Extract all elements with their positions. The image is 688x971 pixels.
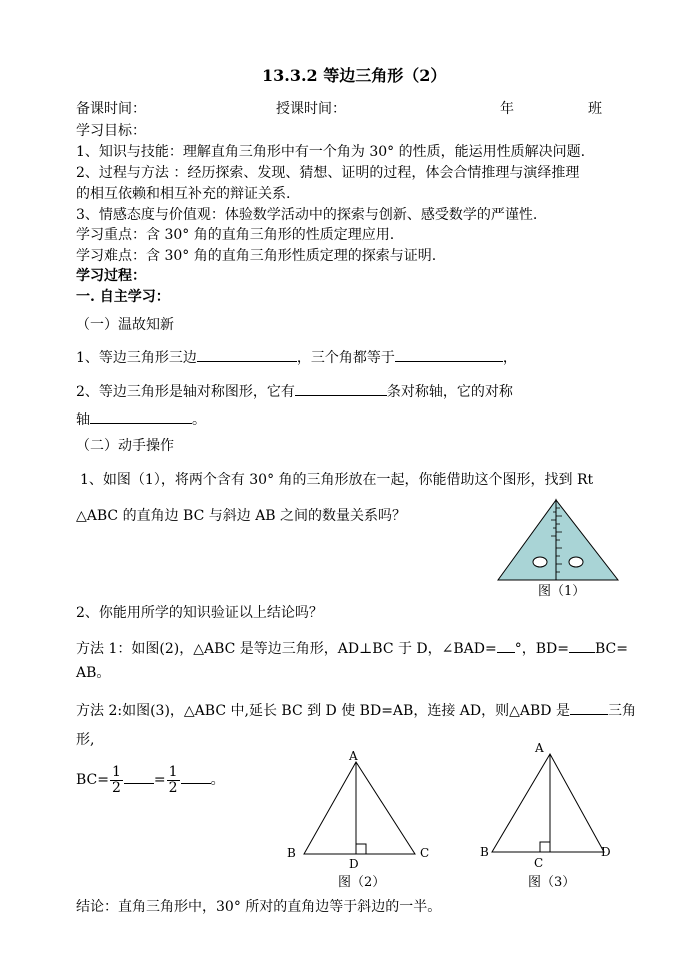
q2-text-b: 条对称轴，它的对称 bbox=[386, 384, 513, 400]
m1-text-a: 方法 1：如图(2)，△ABC 是等边三角形，AD⊥BC 于 D，∠BAD= bbox=[76, 641, 497, 657]
figure3-triangle-abd bbox=[476, 736, 616, 870]
goal-process-line2: 的相互依赖和相互补充的辩证关系. bbox=[76, 186, 291, 202]
part2-title: （二）动手操作 bbox=[76, 438, 174, 454]
prep-time-label: 备课时间： bbox=[76, 101, 146, 117]
process-heading: 学习过程： bbox=[76, 268, 146, 284]
goals-heading: 学习目标： bbox=[76, 123, 146, 139]
method2-line1 bbox=[76, 699, 636, 720]
q1-text-c: ， bbox=[502, 350, 517, 366]
blank-axis[interactable] bbox=[90, 408, 192, 424]
label-d: D bbox=[601, 845, 611, 859]
class-label: 班 bbox=[588, 101, 602, 117]
right-angle-mark bbox=[540, 842, 550, 852]
part2-question1-line2: △ABC 的直角边 BC 与斜边 AB 之间的数量关系吗？ bbox=[76, 508, 407, 524]
part1-question1 bbox=[76, 346, 517, 367]
blank-angles[interactable] bbox=[395, 346, 503, 362]
m2-text-b: 三角 bbox=[607, 703, 636, 719]
part1-question2-cont bbox=[76, 408, 206, 429]
set-square-hole-right bbox=[569, 557, 583, 567]
label-c: C bbox=[420, 846, 430, 860]
bc-label: BC= bbox=[76, 772, 109, 788]
page-title: 13.3.2 等边三角形（2） bbox=[262, 66, 447, 85]
method2-line2: 形, bbox=[76, 732, 95, 748]
q1-text-a: 1、等边三角形三边 bbox=[76, 350, 197, 366]
triangle-abc bbox=[304, 762, 415, 854]
difficult-point: 学习难点：含 30° 角的直角三角形性质定理的探索与证明. bbox=[76, 248, 437, 264]
method1-line1 bbox=[76, 637, 628, 658]
label-a: A bbox=[349, 749, 358, 763]
fraction-half-1: $\frac{1}{2}$ bbox=[112, 763, 121, 796]
goal-attitude: 3、情感态度与价值观：体验数学活动中的探索与创新、感受数学的严谨性. bbox=[76, 207, 538, 223]
q2-text-a: 2、等边三角形是轴对称图形，它有 bbox=[76, 384, 295, 400]
bc-equation bbox=[76, 762, 225, 798]
method1-line2: AB。 bbox=[76, 665, 111, 681]
q1-text-b: ，三个角都等于 bbox=[296, 350, 395, 366]
label-c: C bbox=[534, 856, 544, 870]
part2-question2: 2、你能用所学的知识验证以上结论吗？ bbox=[76, 605, 323, 621]
label-d: D bbox=[349, 857, 359, 870]
blank-bd[interactable] bbox=[569, 637, 595, 653]
figure1-set-squares bbox=[496, 496, 622, 584]
part1-title: （一）温故知新 bbox=[76, 317, 174, 333]
section-self-study: 一. 自主学习： bbox=[76, 289, 170, 305]
key-point: 学习重点：含 30° 角的直角三角形的性质定理应用. bbox=[76, 227, 395, 243]
set-square-hole-left bbox=[533, 557, 547, 567]
q2-text-d: 。 bbox=[192, 412, 206, 428]
m1-text-c: BC= bbox=[595, 641, 628, 657]
teach-time-label: 授课时间： bbox=[276, 101, 346, 117]
goal-process-line1: 2、过程与方法 ：经历探索、发现、猜想、证明的过程，体会合情推理与演绎推理 bbox=[76, 165, 580, 181]
part1-question2 bbox=[76, 380, 513, 401]
set-square-right bbox=[556, 500, 618, 580]
q2-text-c: 轴 bbox=[76, 412, 90, 428]
blank-angle-bad[interactable] bbox=[497, 637, 515, 653]
equation-period: 。 bbox=[210, 772, 225, 788]
grade-label: 年 bbox=[500, 101, 514, 117]
blank-bc-2[interactable] bbox=[181, 768, 211, 784]
triangle-abd bbox=[492, 754, 604, 852]
set-square-left bbox=[498, 500, 556, 580]
equals-sign: = bbox=[153, 772, 166, 788]
m1-text-b: °，BD= bbox=[514, 641, 569, 657]
label-b: B bbox=[287, 846, 296, 860]
blank-sides[interactable] bbox=[197, 346, 297, 362]
figure3-caption: 图（3） bbox=[528, 875, 576, 890]
blank-triangle-type[interactable] bbox=[570, 699, 608, 715]
conclusion: 结论：直角三角形中，30° 所对的直角边等于斜边的一半。 bbox=[76, 899, 442, 915]
label-b: B bbox=[480, 845, 489, 859]
m2-text-a: 方法 2:如图(3)，△ABC 中,延长 BC 到 D 使 BD=AB，连接 AD，则△ABD 是 bbox=[76, 703, 570, 719]
right-angle-mark bbox=[356, 844, 366, 854]
blank-bc-1[interactable] bbox=[124, 768, 154, 784]
label-a: A bbox=[535, 741, 544, 755]
part2-question1-line1: 1、如图（1），将两个含有 30° 角的三角形放在一起，你能借助这个图形，找到 Rt bbox=[80, 472, 594, 488]
goal-knowledge: 1、知识与技能：理解直角三角形中有一个角为 30° 的性质，能运用性质解决问题. bbox=[76, 144, 586, 160]
figure2-caption: 图（2） bbox=[338, 875, 386, 890]
fraction-half-2: $\frac{1}{2}$ bbox=[168, 763, 178, 796]
figure2-equilateral-triangle bbox=[282, 748, 436, 870]
blank-axes-count[interactable] bbox=[295, 380, 387, 396]
figure1-caption: 图（1） bbox=[538, 584, 586, 599]
